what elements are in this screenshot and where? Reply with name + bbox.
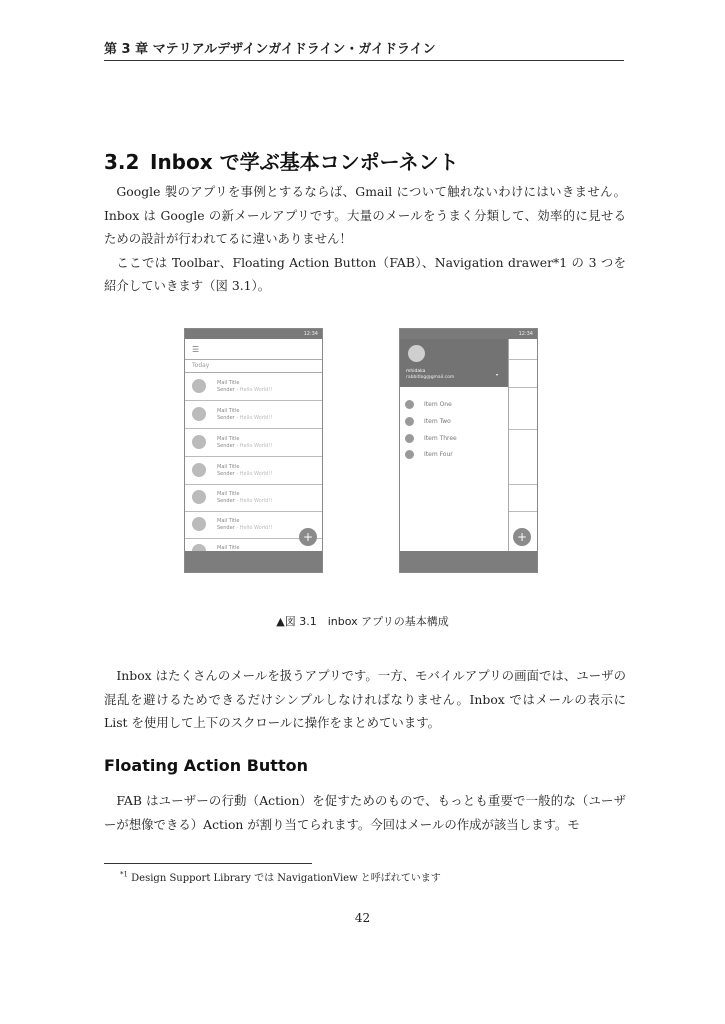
mail-title: Mail Title <box>217 491 240 497</box>
drawer-item-one <box>400 397 508 413</box>
figure-caption: ▲図 3.1 inbox アプリの基本構成 <box>276 615 449 628</box>
body-text <box>104 664 626 735</box>
fab-text <box>104 789 626 836</box>
mail-sender <box>217 498 272 504</box>
section-title <box>104 146 459 175</box>
mail-snippet: - Hello World!! <box>234 525 273 531</box>
item-icon <box>405 417 414 426</box>
mail-title: Mail Title <box>217 518 240 524</box>
mail-snippet: - Hello World!! <box>234 387 273 393</box>
mail-sender <box>217 443 272 449</box>
status-bar: 12:34 <box>400 329 537 339</box>
list-item <box>185 429 322 457</box>
status-bar: 12:34 <box>185 329 322 339</box>
body-paragraph: Inbox はたくさんのメールを扱うアプリです。一方、モバイルアプリの画面では、ユーザの混乱を避けるためできるだけシンプルしなければなりません。Inbox ではメールの表示に List を使用して上下のスクロールに操作をまとめています。 <box>104 668 626 730</box>
avatar <box>408 345 425 362</box>
sender-name: Sender <box>217 387 235 393</box>
drawer-item-label: Item Four <box>424 451 453 458</box>
footnote-text: Design Support Library では NavigationView と呼ばれています <box>131 873 441 884</box>
avatar <box>192 490 206 504</box>
section-title-text: Inbox で学ぶ基本コンポーネント <box>150 150 459 174</box>
dropdown-arrow-icon: ▾ <box>496 372 499 377</box>
running-head: 第 3 章 マテリアルデザインガイドライン・ガイドライン <box>104 42 436 57</box>
drawer-item-four <box>400 447 508 463</box>
footnote <box>120 869 441 884</box>
toolbar <box>185 339 322 360</box>
navigation-bar <box>400 551 537 572</box>
sender-name: Sender <box>217 415 235 421</box>
mail-sender <box>217 387 272 393</box>
mail-title: Mail Title <box>217 464 240 470</box>
mail-sender <box>217 415 272 421</box>
divider <box>508 484 537 485</box>
list-item <box>185 401 322 429</box>
inbox-phone-mockup <box>184 328 323 573</box>
avatar <box>192 435 206 449</box>
navigation-drawer <box>400 339 509 551</box>
sender-name: Sender <box>217 525 235 531</box>
mail-title: Mail Title <box>217 380 240 386</box>
fab-button: + <box>299 528 317 546</box>
user-name: mhidaka <box>406 369 426 374</box>
section-label: Today <box>192 362 210 369</box>
hamburger-icon: ☰ <box>192 345 200 354</box>
intro-paragraph-2: ここでは Toolbar、Floating Action Button（FAB）、Navigation drawer*1 の 3 つを紹介していきます（図 3.1）。 <box>104 254 626 293</box>
intro-paragraph-1: Google 製のアプリを事例とするならば、Gmail について触れないわけにはいきません。Inbox は Google の新メールアプリです。大量のメールをうまく分類して、効率的に見せるための設計が行われてるに違いありません！ <box>104 184 626 246</box>
divider <box>508 511 537 512</box>
mail-snippet: - Hello World!! <box>234 415 273 421</box>
mail-snippet: - Hello World!! <box>234 443 273 449</box>
divider <box>508 387 537 388</box>
list-item <box>185 484 322 512</box>
fab-button: + <box>513 528 531 546</box>
divider <box>508 359 537 360</box>
subsection-title: Floating Action Button <box>104 756 308 775</box>
mail-title: Mail Title <box>217 408 240 414</box>
sender-name: Sender <box>217 443 235 449</box>
divider <box>508 429 537 430</box>
mail-sender <box>217 525 272 531</box>
item-icon <box>405 400 414 409</box>
mail-title: Mail Title <box>217 545 240 551</box>
sender-name: Sender <box>217 498 235 504</box>
drawer-item-two <box>400 414 508 430</box>
sender-name: Sender <box>217 471 235 477</box>
drawer-item-label: Item Two <box>424 418 451 425</box>
item-icon <box>405 434 414 443</box>
drawer-phone-mockup <box>399 328 538 573</box>
drawer-item-three <box>400 431 508 447</box>
section-number: 3.2 <box>104 150 140 174</box>
list-item <box>185 457 322 485</box>
footnote-mark: *1 <box>120 870 128 879</box>
user-email: rabbitlog@gmail.com <box>406 375 455 380</box>
avatar <box>192 517 206 531</box>
footnote-rule <box>104 863 312 864</box>
mail-title: Mail Title <box>217 436 240 442</box>
drawer-item-label: Item Three <box>424 435 457 442</box>
header-rule <box>104 60 624 61</box>
item-icon <box>405 450 414 459</box>
drawer-header <box>400 339 508 387</box>
mail-snippet: - Hello World!! <box>234 498 273 504</box>
avatar <box>192 379 206 393</box>
mail-snippet: - Hello World!! <box>234 471 273 477</box>
avatar <box>192 463 206 477</box>
page-number: 42 <box>354 911 371 925</box>
list-item <box>185 373 322 401</box>
intro-text <box>104 180 626 298</box>
fab-paragraph: FAB はユーザーの行動（Action）を促すためのもので、もっとも重要で一般的な（ユーザーが想像できる）Action が割り当てられます。今回はメールの作成が該当します。モ <box>104 793 626 832</box>
drawer-item-label: Item One <box>424 401 452 408</box>
avatar <box>192 407 206 421</box>
mail-sender <box>217 471 272 477</box>
navigation-bar <box>185 551 322 572</box>
